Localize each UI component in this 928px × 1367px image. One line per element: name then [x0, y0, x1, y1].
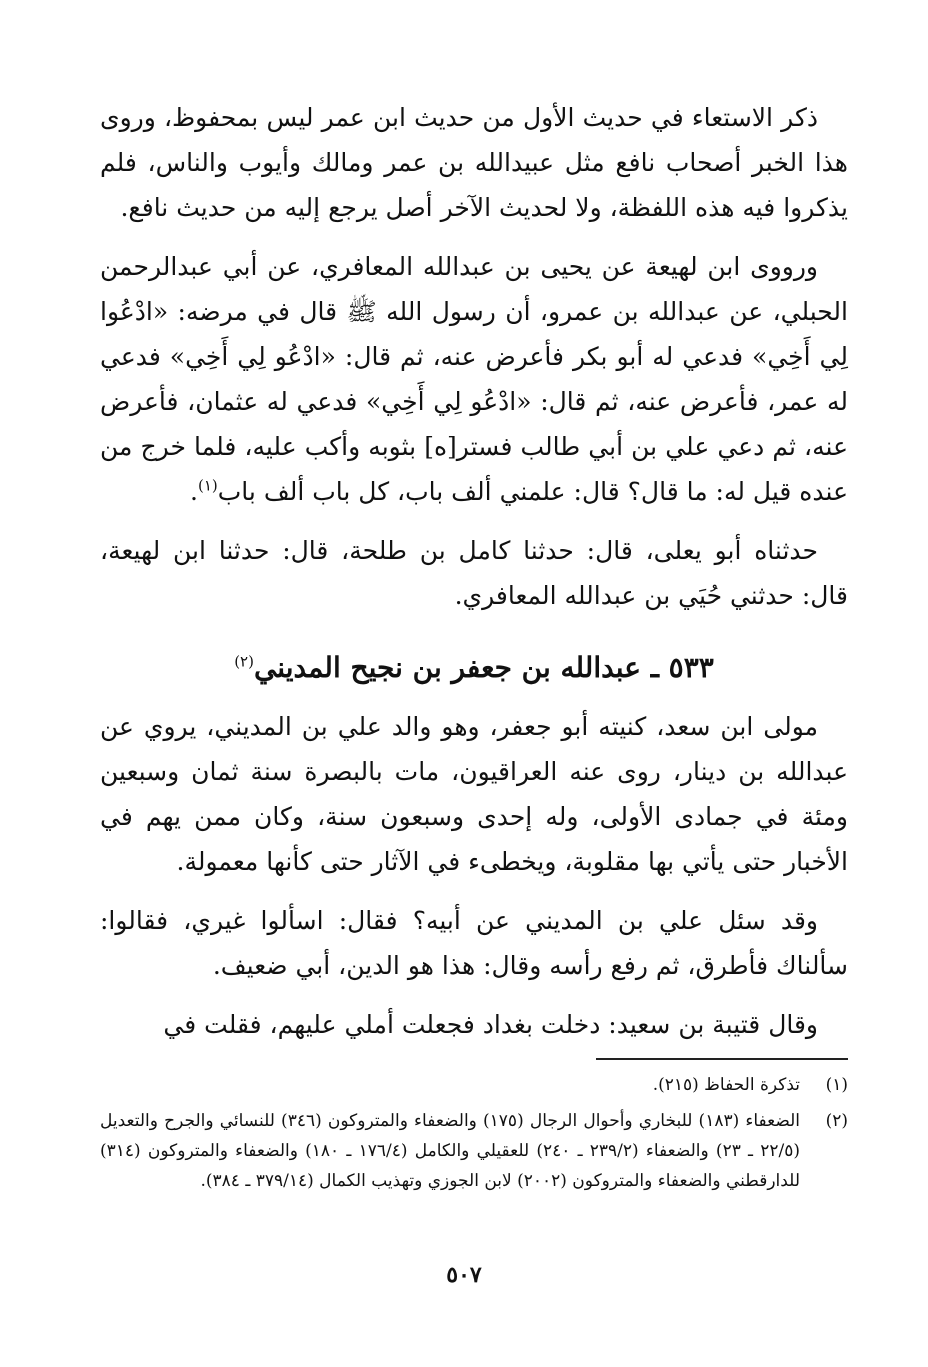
page-number: ٥٠٧: [446, 1262, 482, 1288]
paragraph-4: مولى ابن سعد، كنيته أبو جعفر، وهو والد علي بن المديني، يروي عن عبدالله بن دينار، روى عنه العراقيون، مات بالبصرة سنة ثمان وسبعين ومئة في جمادى الأولى، وله إحدى وسبعون سنة، وكان ممن يهم في الأخبار حتى يأتي بها مقلوبة، ويخطىء في الآثار حتى كأنها معمولة.: [100, 712, 848, 876]
paragraph-6: وقال قتيبة بن سعيد: دخلت بغداد فجعلت أملي عليهم، فقلت في: [163, 1010, 818, 1039]
entry-heading: [100, 644, 848, 692]
footnote-marker-2: (٢): [234, 652, 254, 671]
footnote-2: [100, 1106, 848, 1196]
paragraph-2-end: .: [190, 477, 198, 506]
paragraph-1: ذكر الاستعاء في حديث الأول من حديث ابن عمر ليس بمحفوظ، وروى هذا الخبر أصحاب نافع مثل عبيدالله بن عمر ومالك وأيوب والناس، فلم يذكروا فيه هذه اللفظة، ولا لحديث الآخر أصل يرجع إليه من حديث نافع.: [100, 103, 848, 222]
paragraph-2-text: ورووى ابن لهيعة عن يحيى بن عبدالله المعافري، عن أبي عبدالرحمن الحبلي، عن عبدالله بن عمرو، أن رسول الله ﷺ قال في مرضه: «ادْعُوا لِي أَخِي» فدعي له أبو بكر فأعرض عنه، ثم قال: «ادْعُو لِي أَخِي» فدعي له عمر، فأعرض عنه، ثم قال: «ادْعُو لِي أَخِي» فدعي له عثمان، فأعرض عنه، ثم دعي علي بن أبي طالب فستر[ه] بثوبه وأكب عليه، فلما خرج من عنده قيل له: ما قال؟ قال: علمني ألف باب، كل باب ألف باب: [100, 252, 848, 506]
footnote-text: الضعفاء (١٨٣) للبخاري وأحوال الرجال (١٧٥) والضعفاء والمتروكون (٣٤٦) للنسائي والجرح والتعديل (٢٢/٥ ـ ٢٣) والضعفاء (٢٣٩/٢ ـ ٢٤٠) للعقيلي والكامل (١٧٦/٤ ـ ١٨٠) والضعفاء والمتروكون (٣١٤) للدارقطني والضعفاء والمتروكون (٢٠٠٢) لابن الجوزي وتهذيب الكمال (٣٧٩/١٤ ـ ٣٨٤).: [100, 1111, 800, 1191]
footnote-text: تذكرة الحفاظ (٢١٥).: [652, 1075, 800, 1095]
main-text-block: [100, 95, 848, 1055]
paragraph-3: حدثناه أبو يعلى، قال: حدثنا كامل بن طلحة، قال: حدثنا ابن لهيعة، قال: حدثني حُيَي بن عبدالله المعافري.: [100, 536, 848, 610]
paragraph-2: [100, 244, 848, 514]
entry-heading-text: ٥٣٣ ـ عبدالله بن جعفر بن نجيح المديني: [253, 651, 714, 684]
footnote-divider: [596, 1058, 848, 1060]
footnote-number: (٢): [825, 1111, 848, 1131]
footnote-1: [100, 1070, 848, 1100]
footnote-marker-1: (١): [197, 476, 218, 495]
footnote-number: (١): [825, 1075, 848, 1095]
footnotes-block: [100, 1070, 848, 1202]
paragraph-5: وقد سئل علي بن المديني عن أبيه؟ فقال: اسألوا غيري، فقالوا: سألناك فأطرق، ثم رفع رأسه وقال: هذا هو الدين، أبي ضعيف.: [100, 906, 848, 980]
